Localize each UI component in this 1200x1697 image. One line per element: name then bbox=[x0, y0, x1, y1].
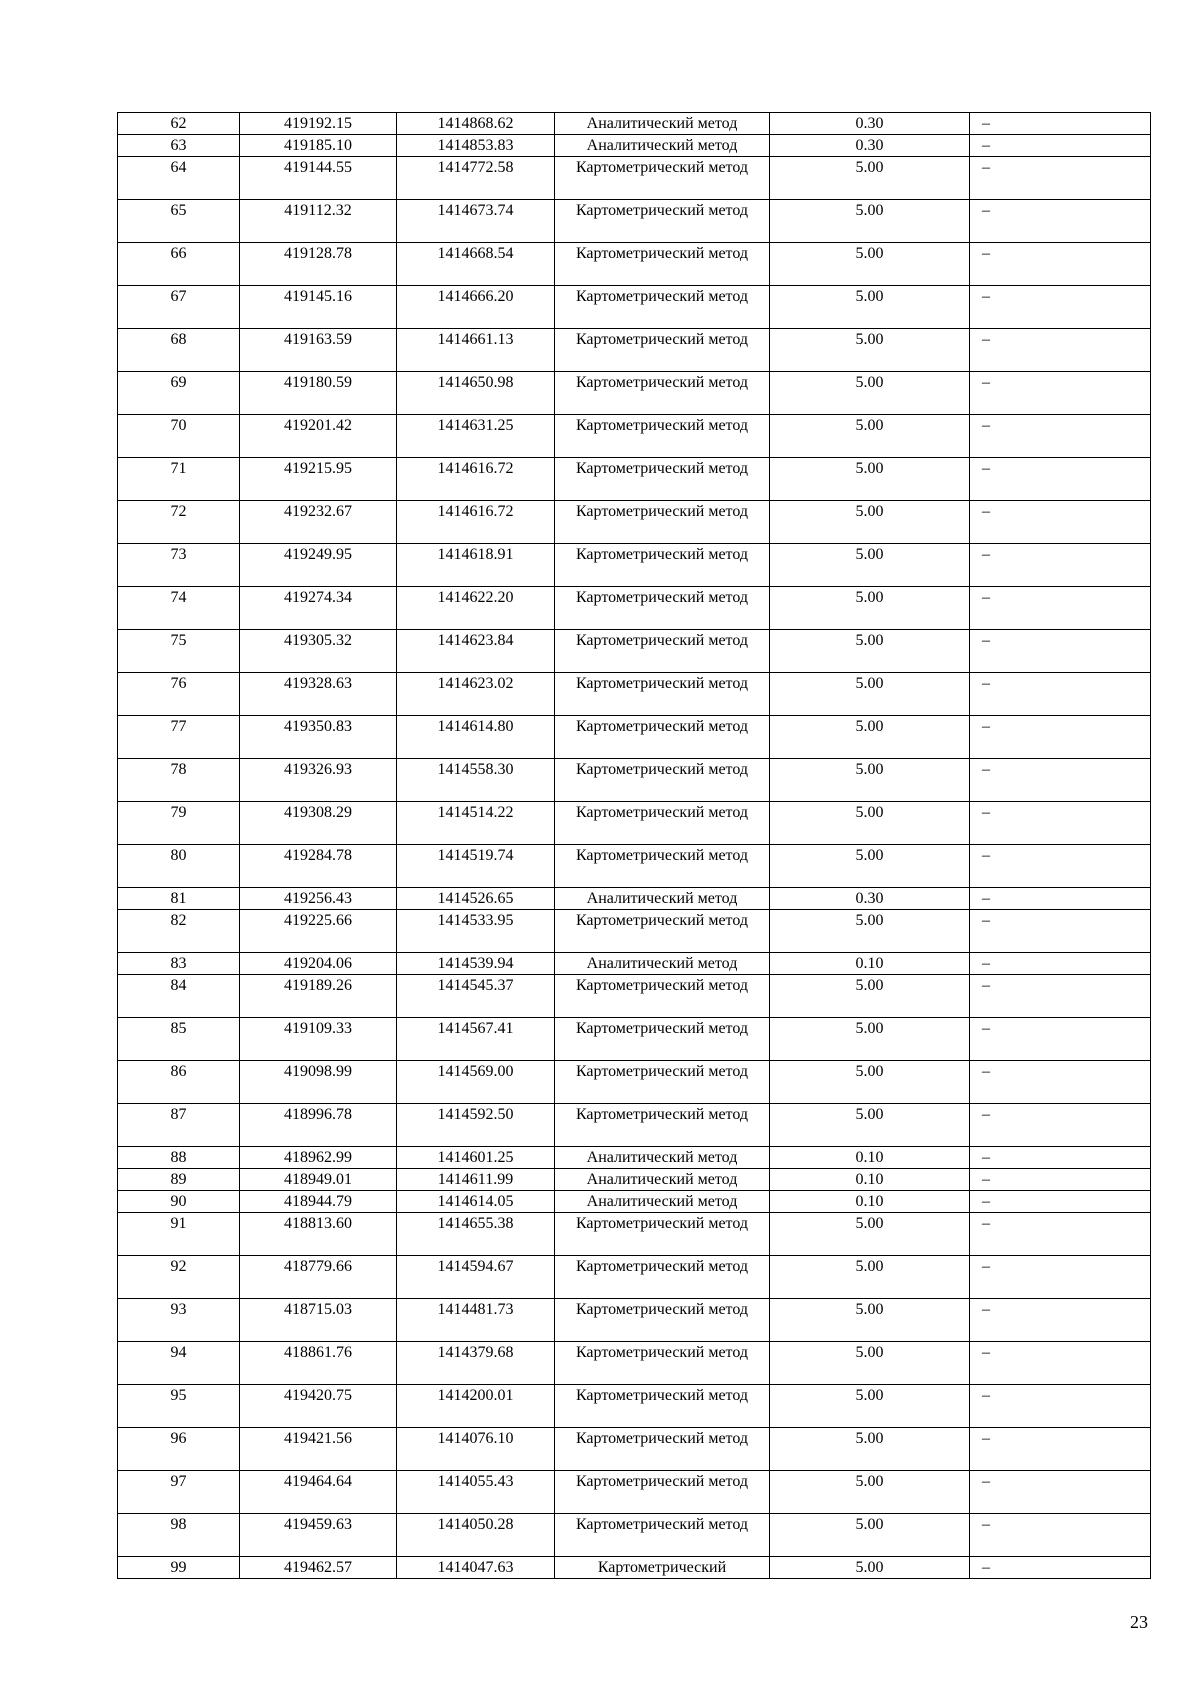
accuracy-cell: 5.00 bbox=[770, 329, 970, 372]
point-number-cell: 68 bbox=[118, 329, 240, 372]
accuracy-cell: 5.00 bbox=[770, 458, 970, 501]
table-row bbox=[118, 135, 1151, 157]
x-coordinate-cell: 419145.16 bbox=[240, 286, 397, 329]
method-cell: Аналитический метод bbox=[555, 953, 770, 975]
method-cell: Картометрический метод bbox=[555, 975, 770, 1018]
point-number-cell: 85 bbox=[118, 1018, 240, 1061]
y-coordinate-cell: 1414592.50 bbox=[397, 1104, 555, 1147]
note-cell: – bbox=[970, 1299, 1151, 1342]
method-cell: Аналитический метод bbox=[555, 135, 770, 157]
table-row bbox=[118, 1191, 1151, 1213]
x-coordinate-cell: 419201.42 bbox=[240, 415, 397, 458]
y-coordinate-cell: 1414614.80 bbox=[397, 716, 555, 759]
note-cell: – bbox=[970, 716, 1151, 759]
note-cell: – bbox=[970, 372, 1151, 415]
table-row bbox=[118, 1018, 1151, 1061]
accuracy-cell: 5.00 bbox=[770, 1299, 970, 1342]
x-coordinate-cell: 419308.29 bbox=[240, 802, 397, 845]
x-coordinate-cell: 419232.67 bbox=[240, 501, 397, 544]
y-coordinate-cell: 1414666.20 bbox=[397, 286, 555, 329]
accuracy-cell: 5.00 bbox=[770, 975, 970, 1018]
accuracy-cell: 5.00 bbox=[770, 1471, 970, 1514]
accuracy-cell: 0.10 bbox=[770, 1191, 970, 1213]
x-coordinate-cell: 419305.32 bbox=[240, 630, 397, 673]
note-cell: – bbox=[970, 415, 1151, 458]
x-coordinate-cell: 419462.57 bbox=[240, 1557, 397, 1579]
accuracy-cell: 0.10 bbox=[770, 1147, 970, 1169]
point-number-cell: 88 bbox=[118, 1147, 240, 1169]
y-coordinate-cell: 1414533.95 bbox=[397, 910, 555, 953]
x-coordinate-cell: 419464.64 bbox=[240, 1471, 397, 1514]
point-number-cell: 92 bbox=[118, 1256, 240, 1299]
point-number-cell: 96 bbox=[118, 1428, 240, 1471]
x-coordinate-cell: 419459.63 bbox=[240, 1514, 397, 1557]
table-row bbox=[118, 458, 1151, 501]
y-coordinate-cell: 1414616.72 bbox=[397, 501, 555, 544]
note-cell: – bbox=[970, 544, 1151, 587]
accuracy-cell: 5.00 bbox=[770, 1104, 970, 1147]
method-cell: Картометрический метод bbox=[555, 1342, 770, 1385]
method-cell: Аналитический метод bbox=[555, 1169, 770, 1191]
table-row bbox=[118, 1256, 1151, 1299]
x-coordinate-cell: 419144.55 bbox=[240, 157, 397, 200]
y-coordinate-cell: 1414668.54 bbox=[397, 243, 555, 286]
point-number-cell: 79 bbox=[118, 802, 240, 845]
table-row bbox=[118, 243, 1151, 286]
table-row bbox=[118, 329, 1151, 372]
x-coordinate-cell: 419112.32 bbox=[240, 200, 397, 243]
y-coordinate-cell: 1414567.41 bbox=[397, 1018, 555, 1061]
x-coordinate-cell: 418813.60 bbox=[240, 1213, 397, 1256]
x-coordinate-cell: 419326.93 bbox=[240, 759, 397, 802]
accuracy-cell: 5.00 bbox=[770, 716, 970, 759]
table-row bbox=[118, 673, 1151, 716]
point-number-cell: 86 bbox=[118, 1061, 240, 1104]
point-number-cell: 90 bbox=[118, 1191, 240, 1213]
accuracy-cell: 5.00 bbox=[770, 200, 970, 243]
note-cell: – bbox=[970, 1018, 1151, 1061]
method-cell: Картометрический метод bbox=[555, 1104, 770, 1147]
note-cell: – bbox=[970, 1147, 1151, 1169]
note-cell: – bbox=[970, 157, 1151, 200]
note-cell: – bbox=[970, 1061, 1151, 1104]
point-number-cell: 91 bbox=[118, 1213, 240, 1256]
point-number-cell: 84 bbox=[118, 975, 240, 1018]
y-coordinate-cell: 1414618.91 bbox=[397, 544, 555, 587]
point-number-cell: 72 bbox=[118, 501, 240, 544]
method-cell: Картометрический метод bbox=[555, 1428, 770, 1471]
table-row bbox=[118, 1385, 1151, 1428]
y-coordinate-cell: 1414050.28 bbox=[397, 1514, 555, 1557]
y-coordinate-cell: 1414623.02 bbox=[397, 673, 555, 716]
method-cell: Аналитический метод bbox=[555, 888, 770, 910]
table-row bbox=[118, 286, 1151, 329]
y-coordinate-cell: 1414379.68 bbox=[397, 1342, 555, 1385]
point-number-cell: 69 bbox=[118, 372, 240, 415]
y-coordinate-cell: 1414772.58 bbox=[397, 157, 555, 200]
coordinates-table-body bbox=[118, 113, 1151, 1579]
x-coordinate-cell: 419284.78 bbox=[240, 845, 397, 888]
x-coordinate-cell: 418944.79 bbox=[240, 1191, 397, 1213]
accuracy-cell: 5.00 bbox=[770, 1514, 970, 1557]
accuracy-cell: 5.00 bbox=[770, 1428, 970, 1471]
point-number-cell: 89 bbox=[118, 1169, 240, 1191]
method-cell: Картометрический метод bbox=[555, 372, 770, 415]
table-row bbox=[118, 200, 1151, 243]
note-cell: – bbox=[970, 630, 1151, 673]
point-number-cell: 98 bbox=[118, 1514, 240, 1557]
note-cell: – bbox=[970, 501, 1151, 544]
x-coordinate-cell: 419189.26 bbox=[240, 975, 397, 1018]
x-coordinate-cell: 419128.78 bbox=[240, 243, 397, 286]
table-row bbox=[118, 630, 1151, 673]
note-cell: – bbox=[970, 135, 1151, 157]
method-cell: Картометрический метод bbox=[555, 243, 770, 286]
x-coordinate-cell: 418715.03 bbox=[240, 1299, 397, 1342]
y-coordinate-cell: 1414200.01 bbox=[397, 1385, 555, 1428]
point-number-cell: 82 bbox=[118, 910, 240, 953]
table-row bbox=[118, 157, 1151, 200]
x-coordinate-cell: 419350.83 bbox=[240, 716, 397, 759]
page-number: 23 bbox=[1130, 1612, 1148, 1632]
method-cell: Картометрический метод bbox=[555, 1018, 770, 1061]
y-coordinate-cell: 1414601.25 bbox=[397, 1147, 555, 1169]
method-cell: Картометрический метод bbox=[555, 329, 770, 372]
accuracy-cell: 0.10 bbox=[770, 953, 970, 975]
y-coordinate-cell: 1414623.84 bbox=[397, 630, 555, 673]
table-row bbox=[118, 501, 1151, 544]
y-coordinate-cell: 1414519.74 bbox=[397, 845, 555, 888]
accuracy-cell: 5.00 bbox=[770, 759, 970, 802]
point-number-cell: 99 bbox=[118, 1557, 240, 1579]
accuracy-cell: 5.00 bbox=[770, 1342, 970, 1385]
point-number-cell: 81 bbox=[118, 888, 240, 910]
x-coordinate-cell: 418949.01 bbox=[240, 1169, 397, 1191]
table-row bbox=[118, 1147, 1151, 1169]
note-cell: – bbox=[970, 200, 1151, 243]
point-number-cell: 63 bbox=[118, 135, 240, 157]
method-cell: Картометрический метод bbox=[555, 1061, 770, 1104]
x-coordinate-cell: 419163.59 bbox=[240, 329, 397, 372]
y-coordinate-cell: 1414616.72 bbox=[397, 458, 555, 501]
point-number-cell: 83 bbox=[118, 953, 240, 975]
method-cell: Аналитический метод bbox=[555, 1147, 770, 1169]
table-row bbox=[118, 415, 1151, 458]
table-row bbox=[118, 372, 1151, 415]
accuracy-cell: 5.00 bbox=[770, 910, 970, 953]
note-cell: – bbox=[970, 329, 1151, 372]
table-row bbox=[118, 587, 1151, 630]
note-cell: – bbox=[970, 1428, 1151, 1471]
note-cell: – bbox=[970, 587, 1151, 630]
method-cell: Картометрический метод bbox=[555, 286, 770, 329]
method-cell: Картометрический метод bbox=[555, 910, 770, 953]
note-cell: – bbox=[970, 888, 1151, 910]
accuracy-cell: 5.00 bbox=[770, 845, 970, 888]
method-cell: Картометрический метод bbox=[555, 544, 770, 587]
note-cell: – bbox=[970, 1557, 1151, 1579]
y-coordinate-cell: 1414539.94 bbox=[397, 953, 555, 975]
y-coordinate-cell: 1414631.25 bbox=[397, 415, 555, 458]
table-row bbox=[118, 716, 1151, 759]
point-number-cell: 70 bbox=[118, 415, 240, 458]
note-cell: – bbox=[970, 1191, 1151, 1213]
accuracy-cell: 0.30 bbox=[770, 135, 970, 157]
x-coordinate-cell: 419420.75 bbox=[240, 1385, 397, 1428]
y-coordinate-cell: 1414868.62 bbox=[397, 113, 555, 135]
x-coordinate-cell: 419185.10 bbox=[240, 135, 397, 157]
y-coordinate-cell: 1414661.13 bbox=[397, 329, 555, 372]
x-coordinate-cell: 419249.95 bbox=[240, 544, 397, 587]
table-row bbox=[118, 1299, 1151, 1342]
y-coordinate-cell: 1414853.83 bbox=[397, 135, 555, 157]
table-row bbox=[118, 1104, 1151, 1147]
note-cell: – bbox=[970, 243, 1151, 286]
accuracy-cell: 5.00 bbox=[770, 673, 970, 716]
x-coordinate-cell: 419225.66 bbox=[240, 910, 397, 953]
accuracy-cell: 5.00 bbox=[770, 1385, 970, 1428]
table-row bbox=[118, 113, 1151, 135]
method-cell: Картометрический метод bbox=[555, 716, 770, 759]
point-number-cell: 73 bbox=[118, 544, 240, 587]
coordinates-table bbox=[117, 112, 1151, 1579]
y-coordinate-cell: 1414569.00 bbox=[397, 1061, 555, 1104]
method-cell: Картометрический метод bbox=[555, 157, 770, 200]
accuracy-cell: 5.00 bbox=[770, 630, 970, 673]
note-cell: – bbox=[970, 458, 1151, 501]
method-cell: Картометрический метод bbox=[555, 200, 770, 243]
x-coordinate-cell: 419421.56 bbox=[240, 1428, 397, 1471]
method-cell: Картометрический метод bbox=[555, 1385, 770, 1428]
x-coordinate-cell: 419204.06 bbox=[240, 953, 397, 975]
y-coordinate-cell: 1414611.99 bbox=[397, 1169, 555, 1191]
note-cell: – bbox=[970, 1256, 1151, 1299]
y-coordinate-cell: 1414076.10 bbox=[397, 1428, 555, 1471]
table-row bbox=[118, 1342, 1151, 1385]
point-number-cell: 62 bbox=[118, 113, 240, 135]
y-coordinate-cell: 1414055.43 bbox=[397, 1471, 555, 1514]
method-cell: Картометрический метод bbox=[555, 1299, 770, 1342]
accuracy-cell: 0.30 bbox=[770, 113, 970, 135]
y-coordinate-cell: 1414481.73 bbox=[397, 1299, 555, 1342]
accuracy-cell: 0.30 bbox=[770, 888, 970, 910]
accuracy-cell: 0.10 bbox=[770, 1169, 970, 1191]
table-row bbox=[118, 845, 1151, 888]
table-row bbox=[118, 1471, 1151, 1514]
note-cell: – bbox=[970, 286, 1151, 329]
accuracy-cell: 5.00 bbox=[770, 415, 970, 458]
table-row bbox=[118, 888, 1151, 910]
x-coordinate-cell: 419109.33 bbox=[240, 1018, 397, 1061]
accuracy-cell: 5.00 bbox=[770, 1557, 970, 1579]
y-coordinate-cell: 1414673.74 bbox=[397, 200, 555, 243]
y-coordinate-cell: 1414047.63 bbox=[397, 1557, 555, 1579]
accuracy-cell: 5.00 bbox=[770, 286, 970, 329]
y-coordinate-cell: 1414526.65 bbox=[397, 888, 555, 910]
accuracy-cell: 5.00 bbox=[770, 1256, 970, 1299]
note-cell: – bbox=[970, 1385, 1151, 1428]
table-row bbox=[118, 1428, 1151, 1471]
method-cell: Картометрический bbox=[555, 1557, 770, 1579]
note-cell: – bbox=[970, 1169, 1151, 1191]
point-number-cell: 67 bbox=[118, 286, 240, 329]
point-number-cell: 78 bbox=[118, 759, 240, 802]
accuracy-cell: 5.00 bbox=[770, 157, 970, 200]
table-row bbox=[118, 975, 1151, 1018]
note-cell: – bbox=[970, 975, 1151, 1018]
y-coordinate-cell: 1414655.38 bbox=[397, 1213, 555, 1256]
table-row bbox=[118, 544, 1151, 587]
note-cell: – bbox=[970, 1342, 1151, 1385]
y-coordinate-cell: 1414558.30 bbox=[397, 759, 555, 802]
method-cell: Картометрический метод bbox=[555, 845, 770, 888]
point-number-cell: 94 bbox=[118, 1342, 240, 1385]
accuracy-cell: 5.00 bbox=[770, 501, 970, 544]
table-row bbox=[118, 953, 1151, 975]
x-coordinate-cell: 419192.15 bbox=[240, 113, 397, 135]
table-row bbox=[118, 910, 1151, 953]
x-coordinate-cell: 418779.66 bbox=[240, 1256, 397, 1299]
table-row bbox=[118, 1061, 1151, 1104]
method-cell: Картометрический метод bbox=[555, 630, 770, 673]
y-coordinate-cell: 1414594.67 bbox=[397, 1256, 555, 1299]
x-coordinate-cell: 418861.76 bbox=[240, 1342, 397, 1385]
method-cell: Картометрический метод bbox=[555, 759, 770, 802]
x-coordinate-cell: 418962.99 bbox=[240, 1147, 397, 1169]
y-coordinate-cell: 1414514.22 bbox=[397, 802, 555, 845]
y-coordinate-cell: 1414622.20 bbox=[397, 587, 555, 630]
y-coordinate-cell: 1414545.37 bbox=[397, 975, 555, 1018]
method-cell: Картометрический метод bbox=[555, 1514, 770, 1557]
note-cell: – bbox=[970, 845, 1151, 888]
method-cell: Картометрический метод bbox=[555, 1471, 770, 1514]
accuracy-cell: 5.00 bbox=[770, 587, 970, 630]
note-cell: – bbox=[970, 1471, 1151, 1514]
point-number-cell: 87 bbox=[118, 1104, 240, 1147]
table-row bbox=[118, 1514, 1151, 1557]
note-cell: – bbox=[970, 1213, 1151, 1256]
table-row bbox=[118, 1557, 1151, 1579]
point-number-cell: 64 bbox=[118, 157, 240, 200]
note-cell: – bbox=[970, 802, 1151, 845]
y-coordinate-cell: 1414614.05 bbox=[397, 1191, 555, 1213]
table-row bbox=[118, 802, 1151, 845]
point-number-cell: 65 bbox=[118, 200, 240, 243]
note-cell: – bbox=[970, 1104, 1151, 1147]
accuracy-cell: 5.00 bbox=[770, 1018, 970, 1061]
x-coordinate-cell: 419256.43 bbox=[240, 888, 397, 910]
point-number-cell: 74 bbox=[118, 587, 240, 630]
note-cell: – bbox=[970, 673, 1151, 716]
method-cell: Аналитический метод bbox=[555, 1191, 770, 1213]
note-cell: – bbox=[970, 759, 1151, 802]
method-cell: Картометрический метод bbox=[555, 501, 770, 544]
y-coordinate-cell: 1414650.98 bbox=[397, 372, 555, 415]
point-number-cell: 75 bbox=[118, 630, 240, 673]
x-coordinate-cell: 419328.63 bbox=[240, 673, 397, 716]
method-cell: Картометрический метод bbox=[555, 1256, 770, 1299]
method-cell: Картометрический метод bbox=[555, 802, 770, 845]
table-row bbox=[118, 759, 1151, 802]
x-coordinate-cell: 419098.99 bbox=[240, 1061, 397, 1104]
x-coordinate-cell: 418996.78 bbox=[240, 1104, 397, 1147]
point-number-cell: 76 bbox=[118, 673, 240, 716]
accuracy-cell: 5.00 bbox=[770, 1213, 970, 1256]
accuracy-cell: 5.00 bbox=[770, 1061, 970, 1104]
point-number-cell: 80 bbox=[118, 845, 240, 888]
accuracy-cell: 5.00 bbox=[770, 243, 970, 286]
accuracy-cell: 5.00 bbox=[770, 372, 970, 415]
table-row bbox=[118, 1213, 1151, 1256]
method-cell: Картометрический метод bbox=[555, 458, 770, 501]
point-number-cell: 66 bbox=[118, 243, 240, 286]
method-cell: Картометрический метод bbox=[555, 673, 770, 716]
table-row bbox=[118, 1169, 1151, 1191]
method-cell: Картометрический метод bbox=[555, 1213, 770, 1256]
note-cell: – bbox=[970, 113, 1151, 135]
method-cell: Картометрический метод bbox=[555, 415, 770, 458]
point-number-cell: 97 bbox=[118, 1471, 240, 1514]
note-cell: – bbox=[970, 1514, 1151, 1557]
note-cell: – bbox=[970, 910, 1151, 953]
point-number-cell: 77 bbox=[118, 716, 240, 759]
method-cell: Картометрический метод bbox=[555, 587, 770, 630]
point-number-cell: 93 bbox=[118, 1299, 240, 1342]
x-coordinate-cell: 419215.95 bbox=[240, 458, 397, 501]
method-cell: Аналитический метод bbox=[555, 113, 770, 135]
x-coordinate-cell: 419180.59 bbox=[240, 372, 397, 415]
accuracy-cell: 5.00 bbox=[770, 544, 970, 587]
point-number-cell: 95 bbox=[118, 1385, 240, 1428]
note-cell: – bbox=[970, 953, 1151, 975]
accuracy-cell: 5.00 bbox=[770, 802, 970, 845]
point-number-cell: 71 bbox=[118, 458, 240, 501]
x-coordinate-cell: 419274.34 bbox=[240, 587, 397, 630]
